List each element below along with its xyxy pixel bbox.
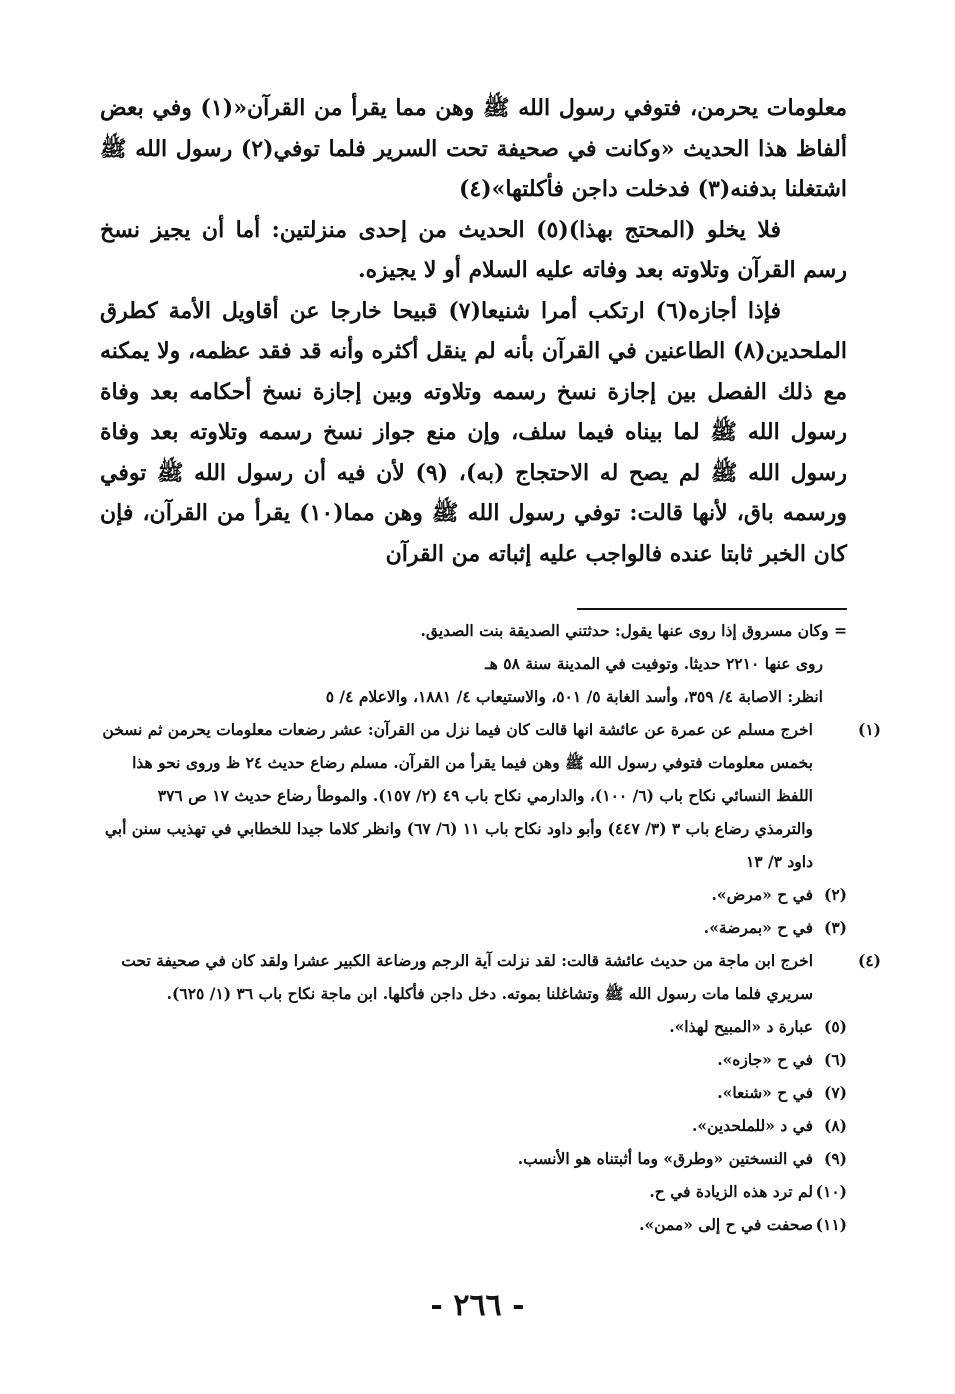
footnote-continuation	[100, 680, 847, 713]
body-paragraph: فلا يخلو (المحتج بهذا)(٥) الحديث من إحدى منزلتين: أما أن يجيز نسخ رسم القرآن وتلاوته بعد وفاته عليه السلام أو لا يجيزه.	[100, 216, 847, 283]
footnote-number: (٣)	[823, 918, 847, 937]
footnote	[100, 1109, 847, 1142]
footnote-number: (٥)	[823, 1017, 847, 1036]
footnote	[100, 878, 847, 911]
footnote-text: = وكان مسروق إذا روى عنها يقول: حدثتني الصديقة بنت الصديق.	[420, 621, 847, 640]
footnote	[100, 911, 847, 944]
footnote-text: عبارة د «المبيح لهذا».	[669, 1017, 813, 1036]
footnote	[100, 1043, 847, 1076]
footnote-number: (٩)	[823, 1149, 847, 1168]
footnote-text: اخرج مسلم عن عمرة عن عائشة انها قالت كان فيما نزل من القرآن: عشر رضعات معلومات يحرمن ثم نسخن بخمس معلومات فتوفي رسول الله ﷺ وهن فيما يقرأ من القرآن. مسلم رضاع حديث ٢٤ ظ وروى نحو هذا اللفظ النسائي نكاح باب (٦/ ١٠٠)، والدارمي نكاح باب ٤٩ (٢/ ١٥٧). والموطأ رضاع حديث ١٧ ص ٣٧٦ والترمذي رضاع باب ٣ (٣/ ٤٤٧) وأبو داود نكاح باب ١١ (٦/ ٦٧) وانظر كلاما جيدا للخطابي في تهذيب سنن أبي داود ٣/ ١٣	[102, 720, 813, 871]
footnote-text: في النسختين «وطرق» وما أثبتناه هو الأنسب.	[517, 1149, 813, 1168]
footnote-continuation	[100, 647, 847, 680]
footnotes	[100, 614, 881, 1241]
footnote-text: في د «للملحدين».	[692, 1116, 813, 1135]
footnote	[100, 1142, 847, 1175]
footnote-continuation	[100, 614, 847, 647]
footnote	[100, 1208, 847, 1241]
page-number: - ٢٦٦ -	[430, 1288, 525, 1323]
footnote-text: روى عنها ٢٢١٠ حديثا. وتوفيت في المدينة سنة ٥٨ هـ	[485, 654, 823, 673]
footnote-number: (٢)	[823, 885, 847, 904]
body-paragraph: معلومات يحرمن، فتوفي رسول الله ﷺ وهن مما يقرأ من القرآن«(١) وفي بعض ألفاظ هذا الحديث «وكانت في صحيفة تحت السرير فلما توفي(٢) رسول الله ﷺ اشتغلنا بدفنه(٣) فدخلت داجن فأكلتها»(٤)	[100, 95, 848, 202]
footnote-number: (٤)	[857, 951, 881, 970]
footnote	[100, 1175, 847, 1208]
footnote-number: (١١)	[815, 1215, 847, 1234]
footnote-number: (١)	[857, 720, 881, 739]
footnote-separator	[577, 608, 847, 610]
footnote-number: (٨)	[823, 1116, 847, 1135]
body-paragraph: فإذا أجازه(٦) ارتكب أمرا شنيعا(٧) قبيحا خارجا عن أقاويل الأمة كطرق الملحدين(٨) الطاعنين في القرآن بأنه لم ينقل أكثره وأنه قد فقد عظمه، ولا يمكنه مع ذلك الفصل بين إجازة نسخ رسمه وتلاوته وبين إجازة نسخ أحكامه بعد وفاة رسول الله ﷺ لما بيناه فيما سلف، وإن منع جواز نسخ رسمه وتلاوته بعد وفاة رسول الله ﷺ لم يصح له الاحتجاج (به)، (٩) لأن فيه أن رسول الله ﷺ توفي ورسمه باق، لأنها قالت: توفي رسول الله ﷺ وهن مما(١٠) يقرأ من القرآن، فإن كان الخبر ثابتا عنده فالواجب عليه إثباته من القرآن	[100, 297, 847, 567]
footnote-number: (٦)	[823, 1050, 847, 1069]
footnote-text: صحفت في ح إلى «ممن».	[639, 1215, 813, 1234]
footnote-text: في ح «مرض».	[711, 885, 813, 904]
main-text	[100, 88, 847, 574]
footnote	[100, 713, 881, 878]
footnote	[100, 1076, 847, 1109]
footnote-text: انظر: الاصابة ٤/ ٣٥٩، وأسد الغابة ٥/ ٥٠١، والاستيعاب ٤/ ١٨٨١، والاعلام ٤/ ٥	[325, 687, 823, 706]
footnote-number: (٧)	[823, 1083, 847, 1102]
footnote-text: في ح «بمرضة».	[703, 918, 813, 937]
footnote-text: لم ترد هذه الزيادة في ح.	[649, 1182, 813, 1201]
footnote-text: في ح «جازه».	[717, 1050, 813, 1069]
footnote-number: (١٠)	[815, 1182, 847, 1201]
footnote-text: اخرج ابن ماجة من حديث عائشة قالت: لقد نزلت آية الرجم ورضاعة الكبير عشرا ولقد كان في صحيفة تحت سريري فلما مات رسول الله ﷺ وتشاغلنا بموته. دخل داجن فأكلها. ابن ماجة نكاح باب ٣٦ (١/ ٦٢٥).	[121, 951, 813, 1003]
footnote	[100, 944, 881, 1010]
footnote-text: في ح «شنعا».	[717, 1083, 813, 1102]
footnote	[100, 1010, 847, 1043]
